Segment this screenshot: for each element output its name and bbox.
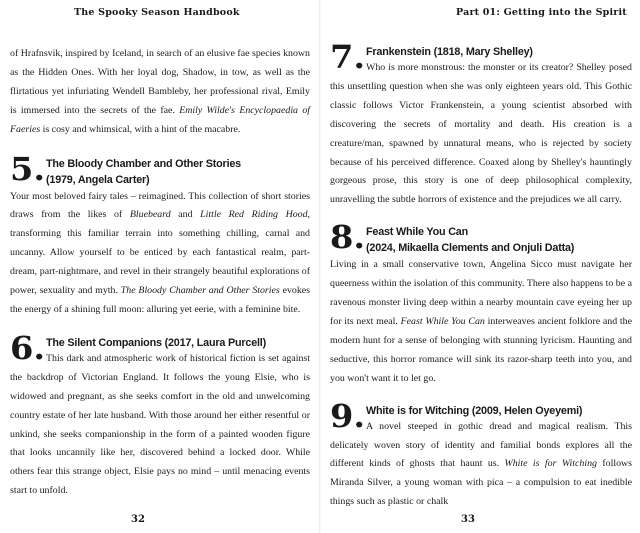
entry-numeral: 8.	[330, 218, 366, 257]
intro-tail: is cosy and whimsical, with a hint of the macabre.	[40, 123, 241, 135]
page-number-right: 33	[461, 514, 475, 525]
entry-body-italic: The Bloody Chamber and Other Stories	[120, 285, 280, 297]
running-head-left: The Spooky Season Handbook	[74, 7, 240, 18]
page-number-left: 32	[131, 514, 145, 525]
intro-text: of Hrafnsvik, inspired by Iceland, in search of an elusive fae species known as the Hidden Ones. With her loyal dog, Shadow, in tow, as well as the flirtatious yet infuriating Wendell Bambleby, her professional rival, Emily is immersed into the secrets of the fae.	[10, 48, 310, 116]
entry-body-italic: Bluebeard	[129, 209, 171, 221]
right-page	[320, 0, 640, 533]
entry-title-meta: (2024, Mikaella Clements and Onjuli Datta)	[366, 242, 575, 255]
entry-body-text: follows Miranda Silver, a young woman with pica – a compulsion to eat inedible things such as plastic or chalk	[330, 458, 632, 508]
entry-body	[330, 59, 632, 210]
entry-body-text: interweaves ancient folklore and the modern hunt for a sense of belonging with stunning lyricism. Haunting and seductive, this horror romance will sink its razor-sharp teeth into you, and you won't want it to let go.	[330, 315, 632, 384]
entry-body	[10, 350, 310, 501]
running-head-right: Part 01: Getting into the Spirit	[456, 7, 627, 18]
entry-body-text: , transforming this familiar terrain into something chilling, carnal and uncanny. Allow yourself to be enticed by each fantastical realm, part-dream, part-nightmare, and revel in their strangely beautiful explorations of power, sexuality and myth.	[10, 209, 310, 297]
entry-body-text: Living in a small conservative town, Angelina Sicco must navigate her queerness within the isolation of this community. There also happens to be a ravenous monster living deep within a nearby mountain cave eyeing her up for its next meal.	[330, 259, 632, 327]
intro-italic-title: Emily Wilde's Encyclopaedia of Faeries	[10, 104, 310, 135]
entry-numeral: 5.	[10, 149, 46, 188]
entry-numeral: 7.	[330, 38, 366, 76]
entry-body	[330, 418, 632, 513]
entry-title: Frankenstein (1818, Mary Shelley)	[366, 46, 533, 58]
entry-body-text: Who is more monstrous: the monster or its creator? Shelley posed this unsettling question when she was only eighteen years old. This Gothic classic follows Victor Frankenstein, a young scientist absorbed with discovering the secrets of mortality and death. His creation is a creature/man, spawned by unnatural means, who is rejected by society because of his perceived difference. Coaxed along by Shelley's hauntingly gorgeous prose, this story is one of deep philosophical complexity, unravelling the subtle horrors of existence and the prejudices we all carry.	[330, 62, 632, 206]
entry-title: Feast While You Can	[366, 226, 468, 239]
entry-body-italic: Feast While You Can	[400, 315, 485, 327]
entry-body-text: This dark and atmospheric work of historical fiction is set against the backdrop of Victorian England. It follows the young Elsie, who is widowed and pregnant, as she seeks comfort in the old and unwelcoming country estate of her late husband. With those around her either resentful or unkind, she seeks companionship in the form of a painted wooden figure that looks uncannily like her, discovered behind a locked door. While others fear this strange object, Elsie pays no mind – until menacing events start to unfold.	[10, 352, 310, 497]
entry-body	[330, 256, 632, 388]
entry-title: White is for Witching (2009, Helen Oyeyemi)	[366, 404, 583, 417]
entry-body-italic: Little Red Riding Hood	[200, 209, 308, 221]
entry-5	[10, 149, 311, 320]
intro-paragraph	[10, 45, 310, 140]
entry-8	[330, 218, 632, 388]
entry-body-text: evokes the energy of a shining full moon: alluring yet eerie, with a feminine bite.	[10, 285, 311, 315]
entry-numeral: 9.	[330, 396, 366, 435]
entry-numeral: 6.	[10, 328, 46, 367]
entry-body	[10, 188, 310, 320]
entry-title: The Bloody Chamber and Other Stories	[46, 157, 241, 170]
entry-title-meta: (1979, Angela Carter)	[46, 173, 150, 186]
entry-body-text: and	[170, 209, 201, 221]
entry-body-italic: White is for Witching	[504, 458, 597, 470]
entry-title: The Silent Companions (2017, Laura Purcell)	[46, 336, 266, 349]
entry-body-text: A novel steeped in gothic dread and magical realism. This delicately woven story of identity and familial bonds explores all the different kinds of ghosts that haunt us.	[330, 420, 632, 470]
entry-body-text: Your most beloved fairy tales – reimagined. This collection of short stories draws from the likes of	[10, 190, 310, 221]
